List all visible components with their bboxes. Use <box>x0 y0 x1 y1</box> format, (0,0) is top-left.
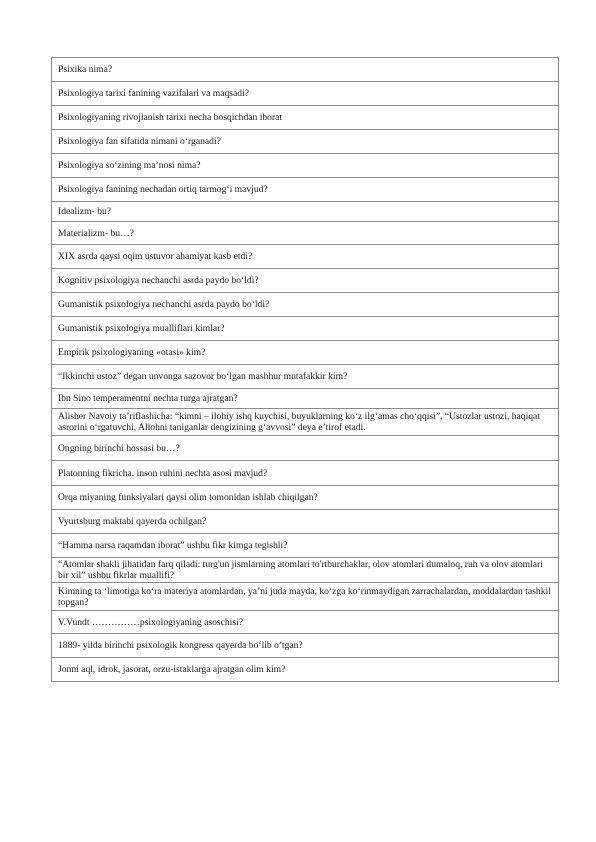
question-cell: V.Vundt ……………psixologiyaning asoschisi? <box>52 611 559 634</box>
table-row <box>52 436 559 461</box>
table-row <box>52 293 559 317</box>
question-cell: Platonning fikricha. inson ruhini nechta asosi mavjud? <box>52 461 559 486</box>
question-cell: Psixika nima? <box>52 58 559 82</box>
table-row <box>52 222 559 245</box>
table-row <box>52 486 559 510</box>
table-row <box>52 461 559 486</box>
question-cell: “Ikkinchi ustoz” degan unvonga sazovor bo‘lgan mashhur mutafakkir kim? <box>52 365 559 389</box>
question-cell: Psixologiyaning rivojlanish tarixi necha bosqichdan iborat <box>52 106 559 130</box>
table-row <box>52 58 559 82</box>
table-row <box>52 389 559 409</box>
question-cell: Gumanistik psixologiya mualliflari kimlar? <box>52 317 559 341</box>
question-cell: Empirik psixologiyaning «otasi» kim? <box>52 341 559 365</box>
question-cell: Kimning ta ‘limotiga ko‘ra materiya atomlardan, ya’ni juda mayda, ko‘zga ko‘rinmaydigan zarrachalardan, moddalardan tashkil topgan? <box>52 583 559 611</box>
table-row <box>52 154 559 178</box>
table-row <box>52 269 559 293</box>
table-row <box>52 245 559 269</box>
question-cell: “Atomlar shakli jihatidan farq qiladi: turg'un jismlarning atomlari to'rtburchaklar, olov atomlari dumaloq, ruh va olov atomlari bir xil” ushbu fikrlar muallifi? <box>52 558 559 583</box>
table-row <box>52 341 559 365</box>
question-cell: Ongning birinchi hossasi bu…? <box>52 436 559 461</box>
table-row <box>52 106 559 130</box>
question-cell: Kognitiv psixologiya nechanchi asrda paydo bo‘ldi? <box>52 269 559 293</box>
questions-table <box>51 57 559 682</box>
question-cell: Alisher Navoiy ta’riflashicha: “kimni – ilohiy ishq kuychisi, buyuklarning ko‘z ilg‘amas cho‘qqisi”, “Ustozlar ustozi, haqiqat asrorini o‘rgatuvchi, Allohni taniganlar dengizining g‘avvosi” deya e’tirof etadi. <box>52 409 559 436</box>
question-cell: Gumanistik psixologiya nechanchi asrda paydo bo‘ldi? <box>52 293 559 317</box>
question-cell: Psixologiya fanining nechadan ortiq tarmog‘i mavjud? <box>52 178 559 202</box>
table-row <box>52 130 559 154</box>
table-row <box>52 82 559 106</box>
question-cell: Materializm- bu…? <box>52 222 559 245</box>
question-cell: Idealizm- bu? <box>52 202 559 222</box>
table-row <box>52 510 559 534</box>
table-row <box>52 202 559 222</box>
table-row <box>52 583 559 611</box>
table-row <box>52 534 559 558</box>
question-cell: Psixologiya fan sifatida nimani o‘rganadi? <box>52 130 559 154</box>
table-row <box>52 178 559 202</box>
question-cell: Vyurtsburg maktabi qayerda ochilgan? <box>52 510 559 534</box>
table-row <box>52 317 559 341</box>
question-cell: Orqa miyaning funksiyalari qaysi olim tomonidan ishlab chiqilgan? <box>52 486 559 510</box>
question-cell: “Hamma narsa raqamdan iborat” ushbu fikr kimga tegishli? <box>52 534 559 558</box>
question-cell: XIX asrda qaysi oqim ustuvor ahamiyat kasb etdi? <box>52 245 559 269</box>
table-row <box>52 365 559 389</box>
question-cell: Psixologiya tarixi fanining vazifalari va maqsadi? <box>52 82 559 106</box>
question-cell: Psixologiya so‘zining ma’nosi nima? <box>52 154 559 178</box>
table-row <box>52 409 559 436</box>
question-cell: Ibn Sino temperamentni nechta turga ajratgan? <box>52 389 559 409</box>
table-row <box>52 634 559 658</box>
table-row <box>52 558 559 583</box>
question-cell: Jonni aql, idrok, jasorat, orzu-istaklarga ajratgan olim kim? <box>52 658 559 682</box>
table-row <box>52 611 559 634</box>
table-row <box>52 658 559 682</box>
question-cell: 1889- yilda birinchi psixologik kongress qayerda bo‘lib o’tgan? <box>52 634 559 658</box>
